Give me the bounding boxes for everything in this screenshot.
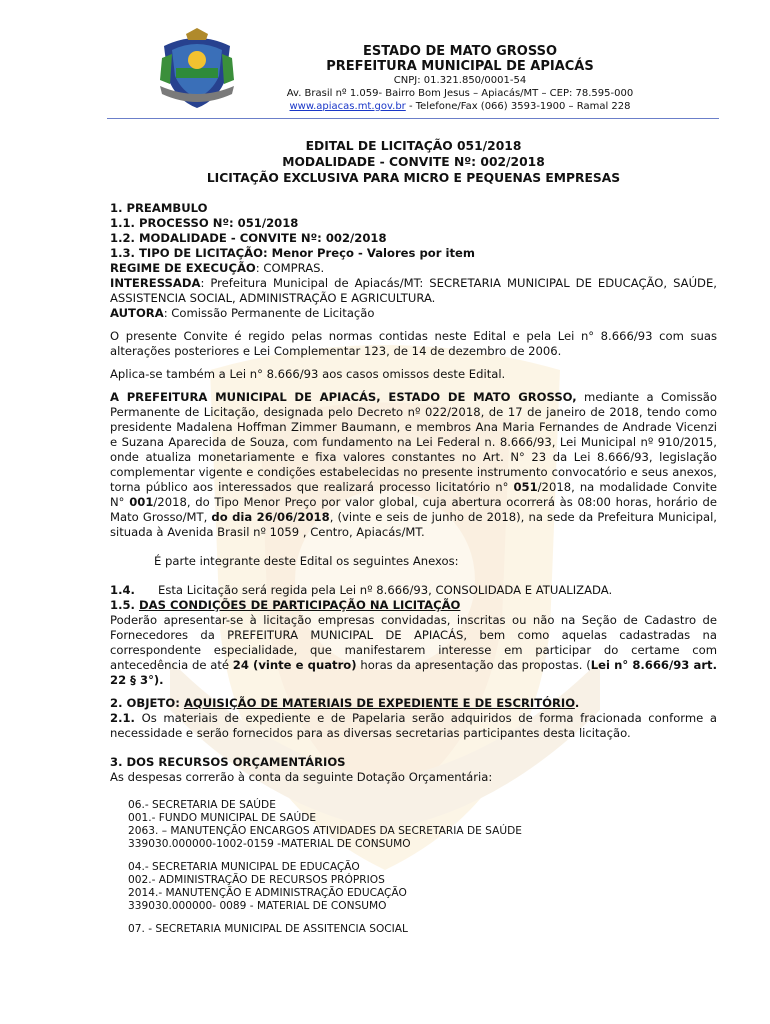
section-1-5-heading: 1.5. DAS CONDIÇÕES DE PARTICIPAÇÃO NA LICITAÇÃO	[110, 598, 461, 612]
header-contact	[250, 100, 670, 113]
dotacao-line: 04.- SECRETARIA MUNICIPAL DE EDUCAÇÃO	[128, 861, 360, 873]
website-link[interactable]: www.apiacas.mt.gov.br	[289, 101, 406, 112]
dotacao-line: 339030.000000-1002-0159 -MATERIAL DE CONSUMO	[128, 838, 411, 850]
exclusiva-title: LICITAÇÃO EXCLUSIVA PARA MICRO E PEQUENAS EMPRESAS	[206, 171, 621, 185]
section-2-heading: 2. OBJETO: AQUISIÇÃO DE MATERIAIS DE EXPEDIENTE E DE ESCRITÓRIO.	[110, 696, 580, 710]
header-divider	[107, 118, 719, 119]
dotacao-group-educacao	[110, 861, 717, 913]
dotacao-line: 06.- SECRETARIA DE SAÚDE	[128, 799, 276, 811]
anexos-line: É parte integrante deste Edital os seguintes Anexos:	[154, 554, 459, 568]
interessada-line: INTERESSADA: Prefeitura Municipal de Apiacás/MT: SECRETARIA MUNICIPAL DE EDUCAÇÃO, SAÚDE, ASSISTENCIA SOCIAL, ADMINISTRAÇÃO E AGRICULTURA.	[110, 276, 717, 305]
processo-line: 1.1. PROCESSO Nº: 051/2018	[110, 216, 299, 230]
dotacao-group-assistencia	[110, 923, 717, 936]
aplica-paragraph: Aplica-se também a Lei n° 8.666/93 aos casos omissos deste Edital.	[110, 367, 506, 381]
main-paragraph: A PREFEITURA MUNICIPAL DE APIACÁS, ESTADO DE MATO GROSSO, mediante a Comissão Permanente de Licitação, designada pelo Decreto nº 022/2018, de 17 de janeiro de 2018, tendo como presidente Madalena Hoffman Zimmer Baumann, e membros Ana Maria Fernandes de Andrade Vicenzi e Suzana Aparecida de Souza, com fundamento na Lei Federal n. 8.666/93, Lei Municipal nº 910/2015, onde atualiza monetariamente e fixa valores constantes no Art. N° 23 da Lei 8.666/93, legislação complementar vigente e condições estabelecidas no presente instrumento convocatório e seus anexos, torna público aos interessados que realizará processo licitatório n° 051/2018, na modalidade Convite N° 001/2018, do Tipo Menor Preço por valor global, cuja abertura ocorrerá às 08:00 horas, horário de Mato Grosso/MT, do dia 26/06/2018, (vinte e seis de junho de 2018), na sede da Prefeitura Municipal, situada à Avenida Brasil nº 1059 , Centro, Apiacás/MT.	[110, 390, 718, 539]
tipo-line: 1.3. TIPO DE LICITAÇÃO: Menor Preço - Valores por item	[110, 246, 475, 260]
preambulo-heading: 1. PREAMBULO	[110, 201, 208, 215]
municipal-coat-of-arms-logo	[158, 28, 236, 110]
dotacao-line: 07. - SECRETARIA MUNICIPAL DE ASSITENCIA SOCIAL	[128, 923, 408, 935]
modalidade-line: 1.2. MODALIDADE - CONVITE Nº: 002/2018	[110, 231, 387, 245]
header-phone: - Telefone/Fax (066) 3593-1900 – Ramal 228	[405, 101, 631, 112]
section-3-intro: As despesas correrão à conta da seguinte Dotação Orçamentária:	[110, 770, 493, 784]
dotacao-line: 339030.000000- 0089 - MATERIAL DE CONSUMO	[128, 900, 387, 912]
section-1-4: 1.4. Esta Licitação será regida pela Lei nº 8.666/93, CONSOLIDADA E ATUALIZADA.	[110, 583, 613, 597]
letterhead	[0, 0, 770, 122]
regido-paragraph: O presente Convite é regido pelas normas contidas neste Edital e pela Lei n° 8.666/93 com suas alterações posteriores e Lei Complementar 123, de 14 de dezembro de 2006.	[110, 329, 717, 358]
dotacao-line: 001.- FUNDO MUNICIPAL DE SAÚDE	[128, 812, 317, 824]
header-cnpj: CNPJ: 01.321.850/0001-54	[393, 75, 527, 86]
dotacao-line: 2063. – MANUTENÇÃO ENCARGOS ATIVIDADES DA SECRETARIA DE SAÚDE	[128, 825, 522, 837]
dotacao-line: 2014.- MANUTENÇÃO E ADMINISTRAÇÃO EDUCAÇÃO	[128, 887, 407, 899]
dotacao-line: 002.- ADMINISTRAÇÃO DE RECURSOS PRÓPRIOS	[128, 874, 385, 886]
section-2-1-body: 2.1. Os materiais de expediente e de Papelaria serão adquiridos de forma fracionada conforme a necessidade e serão fornecidos para as diversas secretarias participantes desta licitação.	[110, 711, 717, 740]
regime-line: REGIME DE EXECUÇÃO: COMPRAS.	[110, 261, 325, 275]
autora-line: AUTORA: Comissão Permanente de Licitação	[110, 306, 375, 320]
dotacao-group-saude	[110, 799, 717, 851]
modalidade-title: MODALIDADE - CONVITE Nº: 002/2018	[282, 155, 545, 169]
header-state: ESTADO DE MATO GROSSO	[362, 44, 558, 59]
section-3-heading: 3. DOS RECURSOS ORÇAMENTÁRIOS	[110, 755, 346, 769]
section-1-5-body: Poderão apresentar-se à licitação empresas convidadas, inscritas ou não na Seção de Cadastro de Fornecedores da PREFEITURA MUNICIPAL DE APIACÁS, bem como aquelas cadastradas na correspondente especialidade, que manifestarem interesse em participar do certame com antecedência de até 24 (vinte e quatro) horas da apresentação das propostas. (Lei n° 8.666/93 art. 22 § 3°).	[110, 613, 717, 687]
header-prefeitura: PREFEITURA MUNICIPAL DE APIACÁS	[326, 59, 594, 74]
header-address: Av. Brasil nº 1.059- Bairro Bom Jesus – Apiacás/MT – CEP: 78.595-000	[286, 88, 634, 99]
edital-title: EDITAL DE LICITAÇÃO 051/2018	[305, 139, 522, 153]
edital-body	[110, 138, 717, 936]
